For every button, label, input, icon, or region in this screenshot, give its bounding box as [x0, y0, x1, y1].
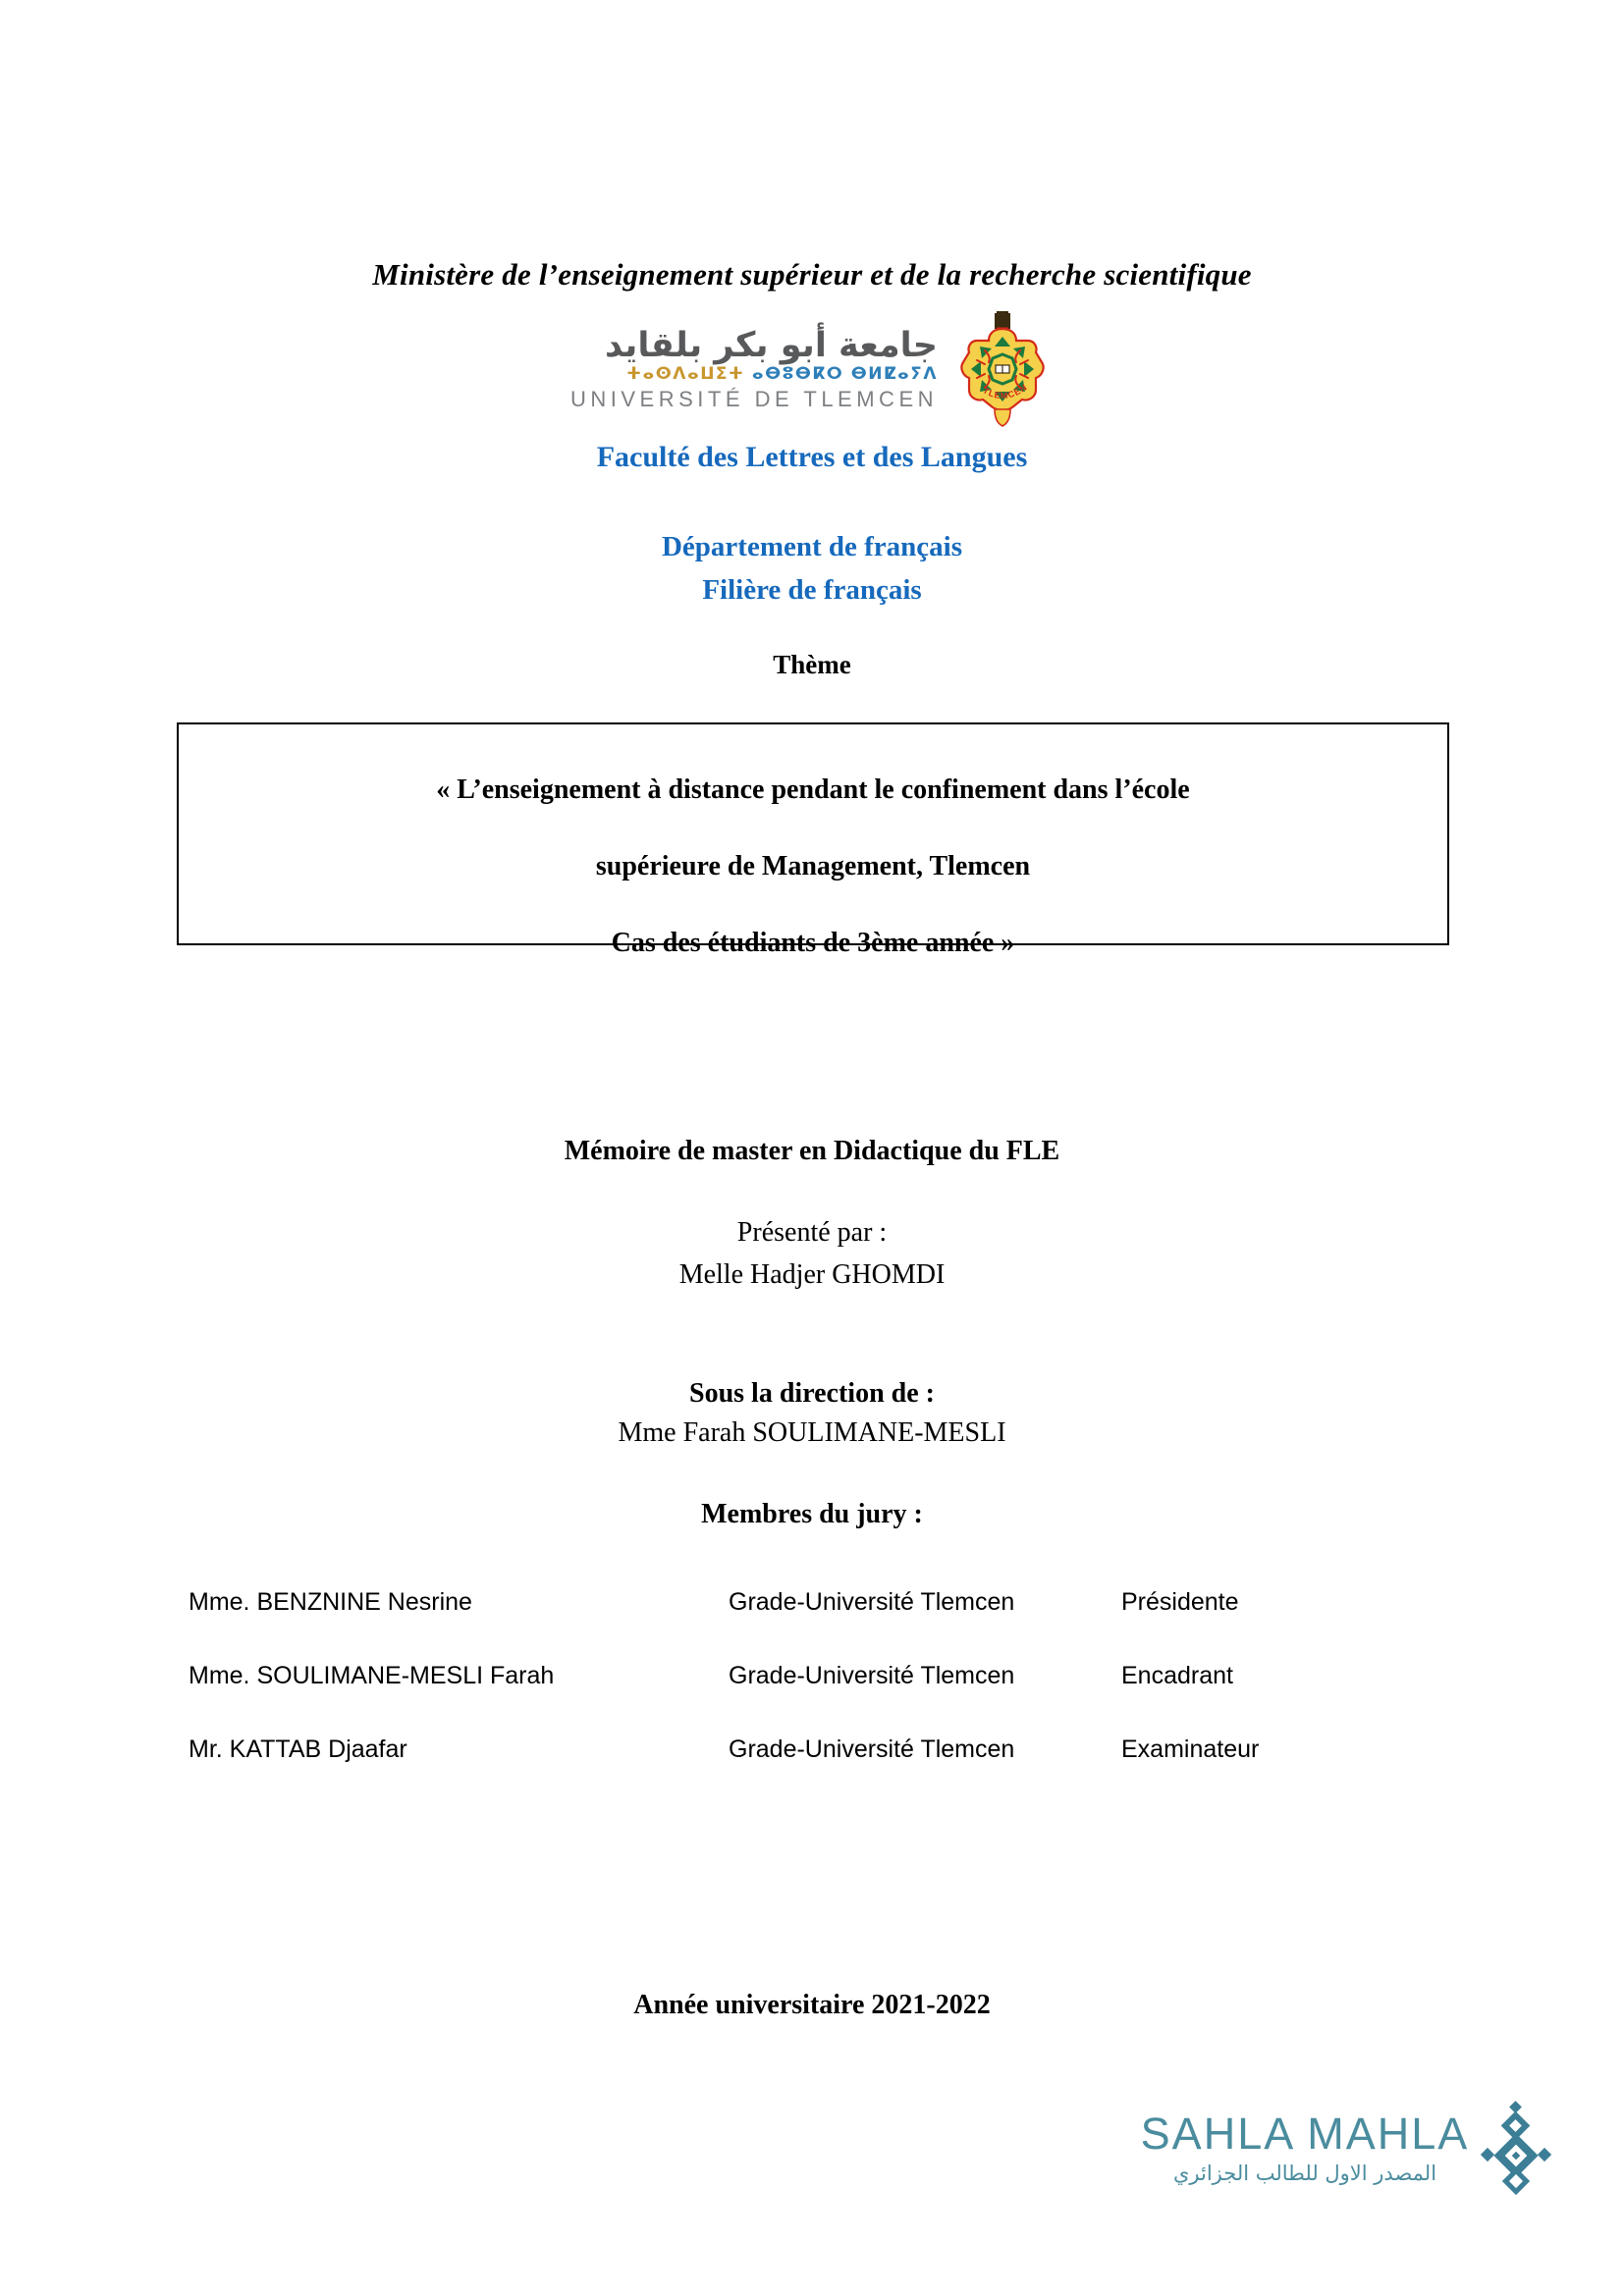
jury-member-grade: Grade-Université Tlemcen [729, 1735, 1015, 1763]
theme-line-2: supérieure de Management, Tlemcen [595, 851, 1031, 881]
department-line: Département de français [661, 531, 963, 562]
svg-text:TLEMCEN: TLEMCEN [981, 382, 1030, 401]
theme-title [179, 724, 1447, 957]
jury-member-role: Examinateur [1121, 1735, 1260, 1763]
supervisor-name: Mme Farah SOULIMANE-MESLI [618, 1417, 1006, 1448]
academic-year: Année universitaire 2021-2022 [633, 1990, 991, 2020]
tifinagh-blue-part: ⴰⴱⵓⴱⴽⵔ ⴱⵍⵇⴰⵢⴷ [751, 364, 939, 385]
table-row [189, 1566, 1347, 1639]
jury-label: Membres du jury : [701, 1499, 923, 1529]
university-logo [0, 310, 1624, 428]
university-name-arabic: جامعة أبو بكر بلقايد [604, 325, 939, 365]
degree-title: Mémoire de master en Didactique du FLE [564, 1136, 1060, 1166]
theme-box [177, 722, 1449, 958]
jury-member-name: Mr. KATTAB Djaafar [189, 1735, 407, 1763]
sahla-mahla-diamond-ornament [1481, 2101, 1551, 2195]
university-logo-text [569, 325, 939, 412]
tifinagh-gold-part: ⵜⴰⵙⴷⴰⵡⵉⵜ [626, 364, 745, 385]
watermark-text [1139, 2108, 1471, 2185]
supervisor-label: Sous la direction de : [689, 1378, 935, 1409]
university-name-latin: UNIVERSITÉ DE TLEMCEN [569, 387, 939, 412]
author-name: Melle Hadjer GHOMDI [678, 1258, 946, 1290]
university-of-tlemcen-emblem [951, 311, 1054, 427]
jury-member-grade: Grade-Université Tlemcen [729, 1588, 1015, 1616]
jury-member-name: Mme. SOULIMANE-MESLI Farah [189, 1662, 555, 1689]
university-name-tifinagh [626, 366, 938, 384]
jury-table [189, 1566, 1347, 1787]
table-row [189, 1639, 1347, 1713]
presented-by-label: Présenté par : [736, 1217, 888, 1248]
jury-member-role: Présidente [1121, 1588, 1239, 1616]
watermark-subtitle: المصدر الاول للطالب الجزائري [1172, 2161, 1437, 2185]
ministry-heading: Ministère de l’enseignement supérieur et de la recherche scientifique [372, 257, 1252, 292]
theme-line-1: « L’enseignement à distance pendant le confinement dans l’école [436, 774, 1190, 805]
table-row [189, 1713, 1347, 1787]
jury-member-grade: Grade-Université Tlemcen [729, 1662, 1015, 1689]
author-block [0, 1212, 1624, 1296]
department-heading [0, 525, 1624, 612]
theme-line-3: Cas des étudiants de 3ème année » [611, 928, 1015, 958]
jury-member-role: Encadrant [1121, 1662, 1233, 1689]
watermark-title: SAHLA MAHLA [1140, 2108, 1470, 2159]
faculty-heading: Faculté des Lettres et des Langues [596, 441, 1028, 473]
theme-label: Thème [773, 650, 851, 679]
jury-member-name: Mme. BENZNINE Nesrine [189, 1588, 472, 1616]
sahla-mahla-watermark [1139, 2101, 1551, 2195]
filiere-line: Filière de français [702, 574, 922, 607]
